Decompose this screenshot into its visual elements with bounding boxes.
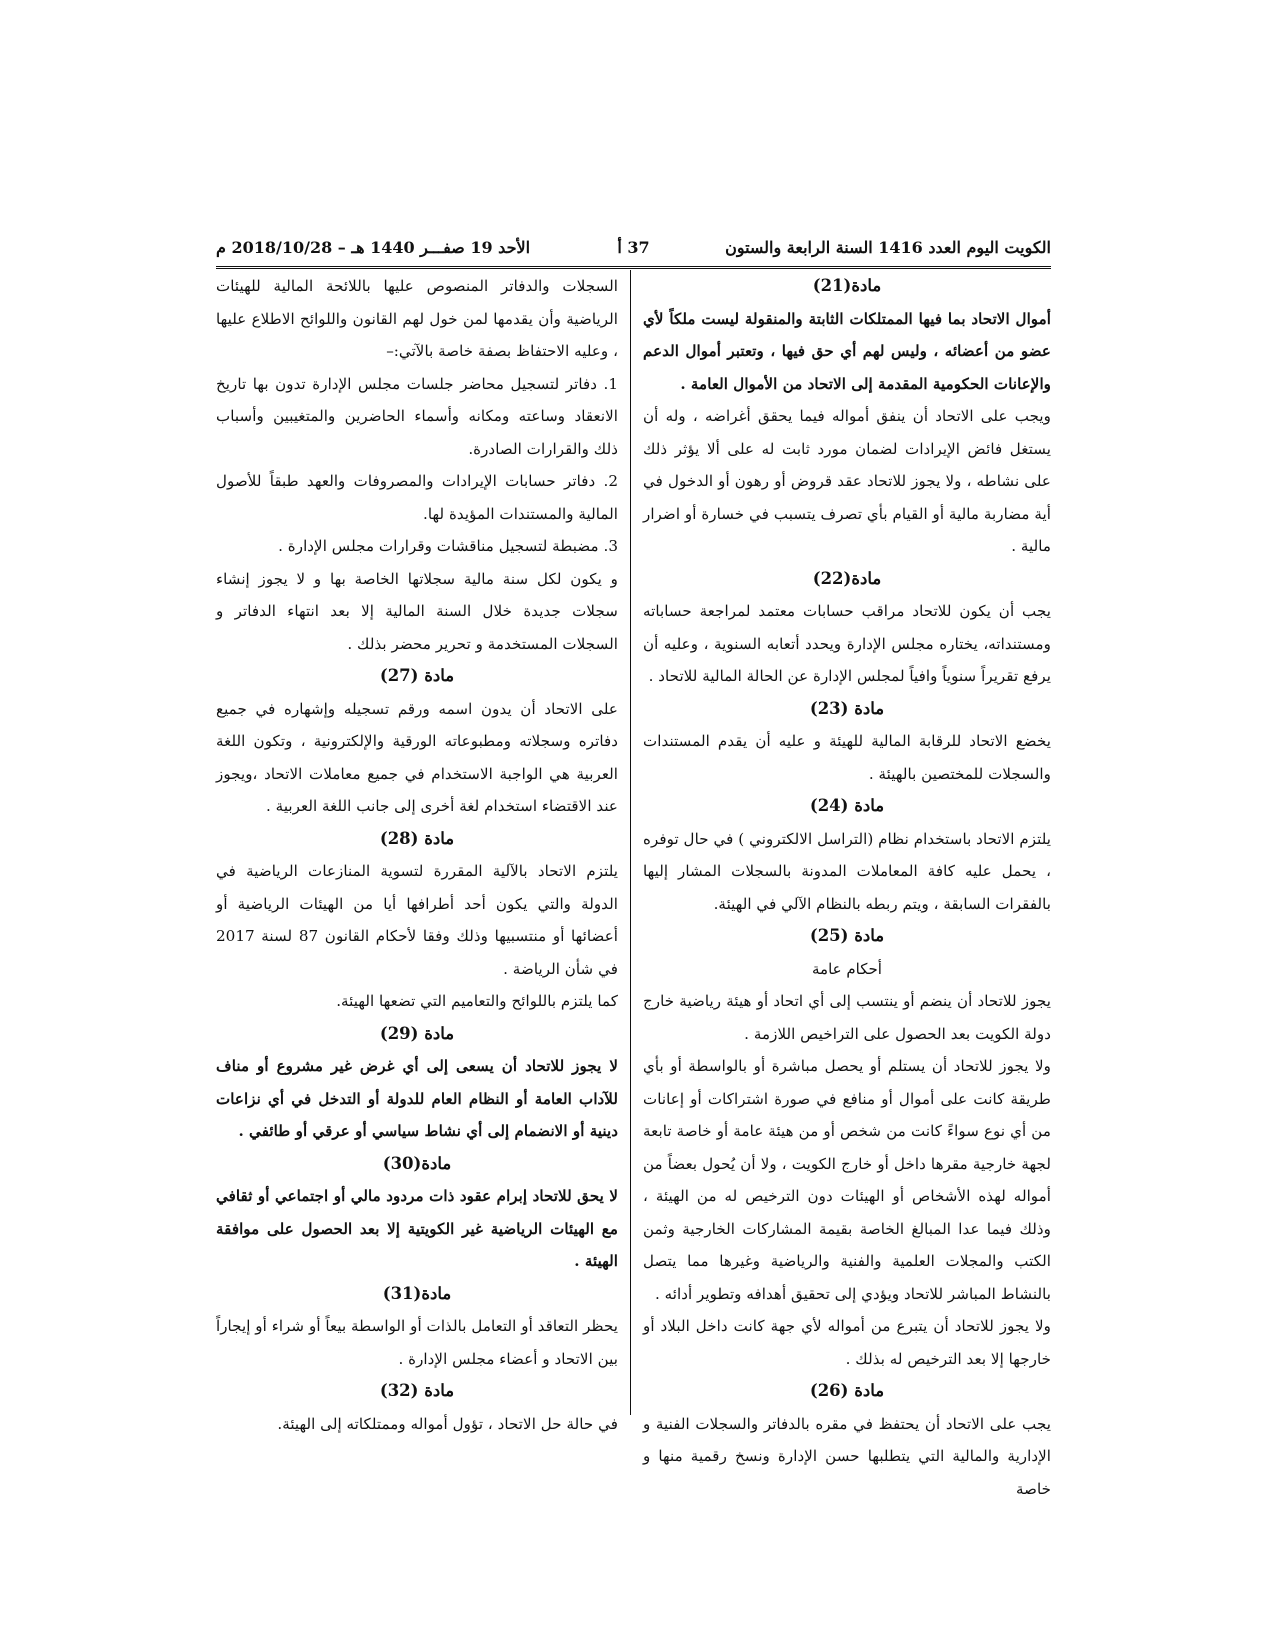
header-rule: [216, 266, 1051, 269]
page-header: [216, 234, 1051, 264]
article-paragraph: ولا يجوز للاتحاد أن يتبرع من أمواله لأي جهة كانت داخل البلاد أو خارجها إلا بعد الترخيص له بذلك .: [643, 1317, 1051, 1368]
article-paragraph: يجب أن يكون للاتحاد مراقب حسابات معتمد لمراجعة حساباته ومستنداته، يختاره مجلس الإدارة ويحدد أتعابه السنوية ، وعليه أن يرفع تقريراً سنوياً وافياً لمجلس الإدارة عن الحالة المالية للاتحاد .: [643, 602, 1051, 685]
article-heading: مادة (24): [809, 796, 885, 815]
article-heading: مادة (23): [809, 698, 885, 718]
issue-date: الأحد 19 صفـــر 1440 هـ – 2018/10/28 م: [216, 238, 531, 257]
article-paragraph: 3. مضبطة لتسجيل مناقشات وقرارات مجلس الإدارة .: [278, 537, 618, 555]
article-heading: مادة (26): [809, 1381, 885, 1400]
article-paragraph: ويجب على الاتحاد أن ينفق أمواله فيما يحقق أغراضه ، وله أن يستغل فائض الإيرادات لضمان مورد ثابت له على ألا يؤثر ذلك على نشاطه ، ولا يجوز للاتحاد عقد قروض أو رهون أو الدخول في أية مضاربة مالية أو القيام بأي تصرف يتسبب في خسارة أو اضرار مالية .: [643, 407, 1051, 555]
article-paragraph: 2. دفاتر حسابات الإيرادات والمصروفات والعهد طبقاً للأصول المالية والمستندات المؤيدة لها.: [216, 472, 618, 523]
article-paragraph: يلتزم الاتحاد باستخدام نظام (التراسل الالكتروني ) في حال توفره ، يحمل عليه كافة المعاملات المدونة بالسجلات المشار إليها بالفقرات السابقة ، ويتم ربطه بالنظام الآلي في الهيئة.: [643, 829, 1051, 913]
article-paragraph: على الاتحاد أن يدون اسمه ورقم تسجيله وإشهاره في جميع دفاتره وسجلاته ومطبوعاته الورقية والإلكترونية ، وتكون اللغة العربية هي الواجبة الاستخدام في جميع معاملات الاتحاد ،ويجوز عند الاقتضاء استخدام لغة أخرى إلى جانب اللغة العربية .: [216, 699, 618, 815]
article-heading: مادة (28): [379, 828, 455, 848]
article-paragraph: و يكون لكل سنة مالية سجلاتها الخاصة بها و لا يجوز إنشاء سجلات جديدة خلال السنة المالية إلا بعد انتهاء الدفاتر و السجلات المستخدمة و تحرير محضر بذلك .: [216, 569, 618, 653]
article-heading: مادة(31): [382, 1283, 452, 1303]
column-divider: [630, 270, 631, 1415]
article-paragraph: أموال الاتحاد بما فيها الممتلكات الثابتة والمنقولة ليست ملكاً لأي عضو من أعضائه ، وليس لهم أي حق فيها ، وتعتبر أموال الدعم والإعانات الحكومية المقدمة إلى الاتحاد من الأموال العامة .: [643, 309, 1051, 393]
article-heading: أحكام عامة: [812, 959, 882, 978]
article-heading: مادة (29): [379, 1023, 455, 1043]
article-paragraph: لا يحق للاتحاد إبرام عقود ذات مردود مالي أو اجتماعي أو ثقافي مع الهيئات الرياضية غير الكويتية إلا بعد الحصول على موافقة الهيئة .: [216, 1187, 618, 1270]
article-heading: مادة (27): [379, 666, 455, 685]
article-paragraph: يلتزم الاتحاد بالآلية المقررة لتسوية المنازعات الرياضية في الدولة والتي يكون أحد أطرافها أيا من الهيئات الرياضية أو أعضائها أو منتسبيها وذلك وفقا لأحكام القانون 87 لسنة 2017 في شأن الرياضة .: [216, 862, 618, 978]
article-paragraph: 1. دفاتر لتسجيل محاضر جلسات مجلس الإدارة تدون بها تاريخ الانعقاد وساعته ومكانه وأسماء الحاضرين والمتغيبين وأسباب ذلك والقرارات الصادرة.: [216, 374, 618, 458]
article-paragraph: يجب على الاتحاد أن يحتفظ في مقره بالدفاتر والسجلات الفنية و الإدارية والمالية التي يتطلبها حسن الإدارة ونسخ رقمية منها و خاصة: [643, 1414, 1051, 1498]
issue-info: الكويت اليوم العدد 1416 السنة الرابعة والستون: [725, 238, 1051, 257]
article-paragraph: يحظر التعاقد أو التعامل بالذات أو الواسطة بيعاً أو شراء أو إيجاراً بين الاتحاد و أعضاء مجلس الإدارة .: [216, 1317, 618, 1368]
article-paragraph: لا يجوز للاتحاد أن يسعى إلى أي غرض غير مشروع أو مناف للآداب العامة أو النظام العام للدولة أو التدخل في أي نزاعات دينية أو الانضمام إلى أي نشاط سياسي أو عرقي أو طائفي .: [216, 1057, 618, 1140]
page-number: 37 أ: [617, 238, 650, 257]
article-heading: مادة(30): [382, 1153, 452, 1173]
article-heading: مادة (25): [809, 926, 885, 945]
article-heading: مادة (32): [379, 1381, 455, 1400]
article-paragraph: كما يلتزم باللوائح والتعاميم التي تضعها الهيئة.: [336, 992, 618, 1010]
right-column: [643, 270, 1051, 1505]
article-heading: مادة(21): [812, 276, 882, 295]
article-paragraph: السجلات والدفاتر المنصوص عليها باللائحة المالية للهيئات الرياضية وأن يقدمها لمن خول لهم القانون واللوائح الاطلاع عليها ، وعليه الاحتفاظ بصفة خاصة بالآتي:–: [216, 277, 618, 360]
article-paragraph: يجوز للاتحاد أن ينضم أو ينتسب إلى أي اتحاد أو هيئة رياضية خارج دولة الكويت بعد الحصول على التراخيص اللازمة .: [643, 992, 1051, 1043]
article-paragraph: ولا يجوز للاتحاد أن يستلم أو يحصل مباشرة أو بالواسطة أو بأي طريقة كانت على أموال أو منافع في صورة اشتراكات أو إعانات من أي نوع سواءً كانت من شخص أو من هيئة عامة أو خاصة تابعة لجهة خارجية مقرها داخل أو خارج الكويت ، ولا أن يُحول بعضاً من أمواله لهذه الأشخاص أو الهيئات دون الترخيص له من الهيئة ، وذلك فيما عدا المبالغ الخاصة بقيمة المشاركات الخارجية وثمن الكتب والمجلات العلمية والفنية والرياضية وغيرها مما يتصل بالنشاط المباشر للاتحاد ويؤدي إلى تحقيق أهدافه وتطوير أدائه .: [643, 1057, 1051, 1303]
article-paragraph: في حالة حل الاتحاد ، تؤول أمواله وممتلكاته إلى الهيئة.: [277, 1414, 618, 1433]
article-paragraph: يخضع الاتحاد للرقابة المالية للهيئة و عليه أن يقدم المستندات والسجلات للمختصين بالهيئة .: [643, 732, 1051, 783]
left-column: [216, 270, 618, 1440]
article-heading: مادة(22): [812, 568, 882, 588]
